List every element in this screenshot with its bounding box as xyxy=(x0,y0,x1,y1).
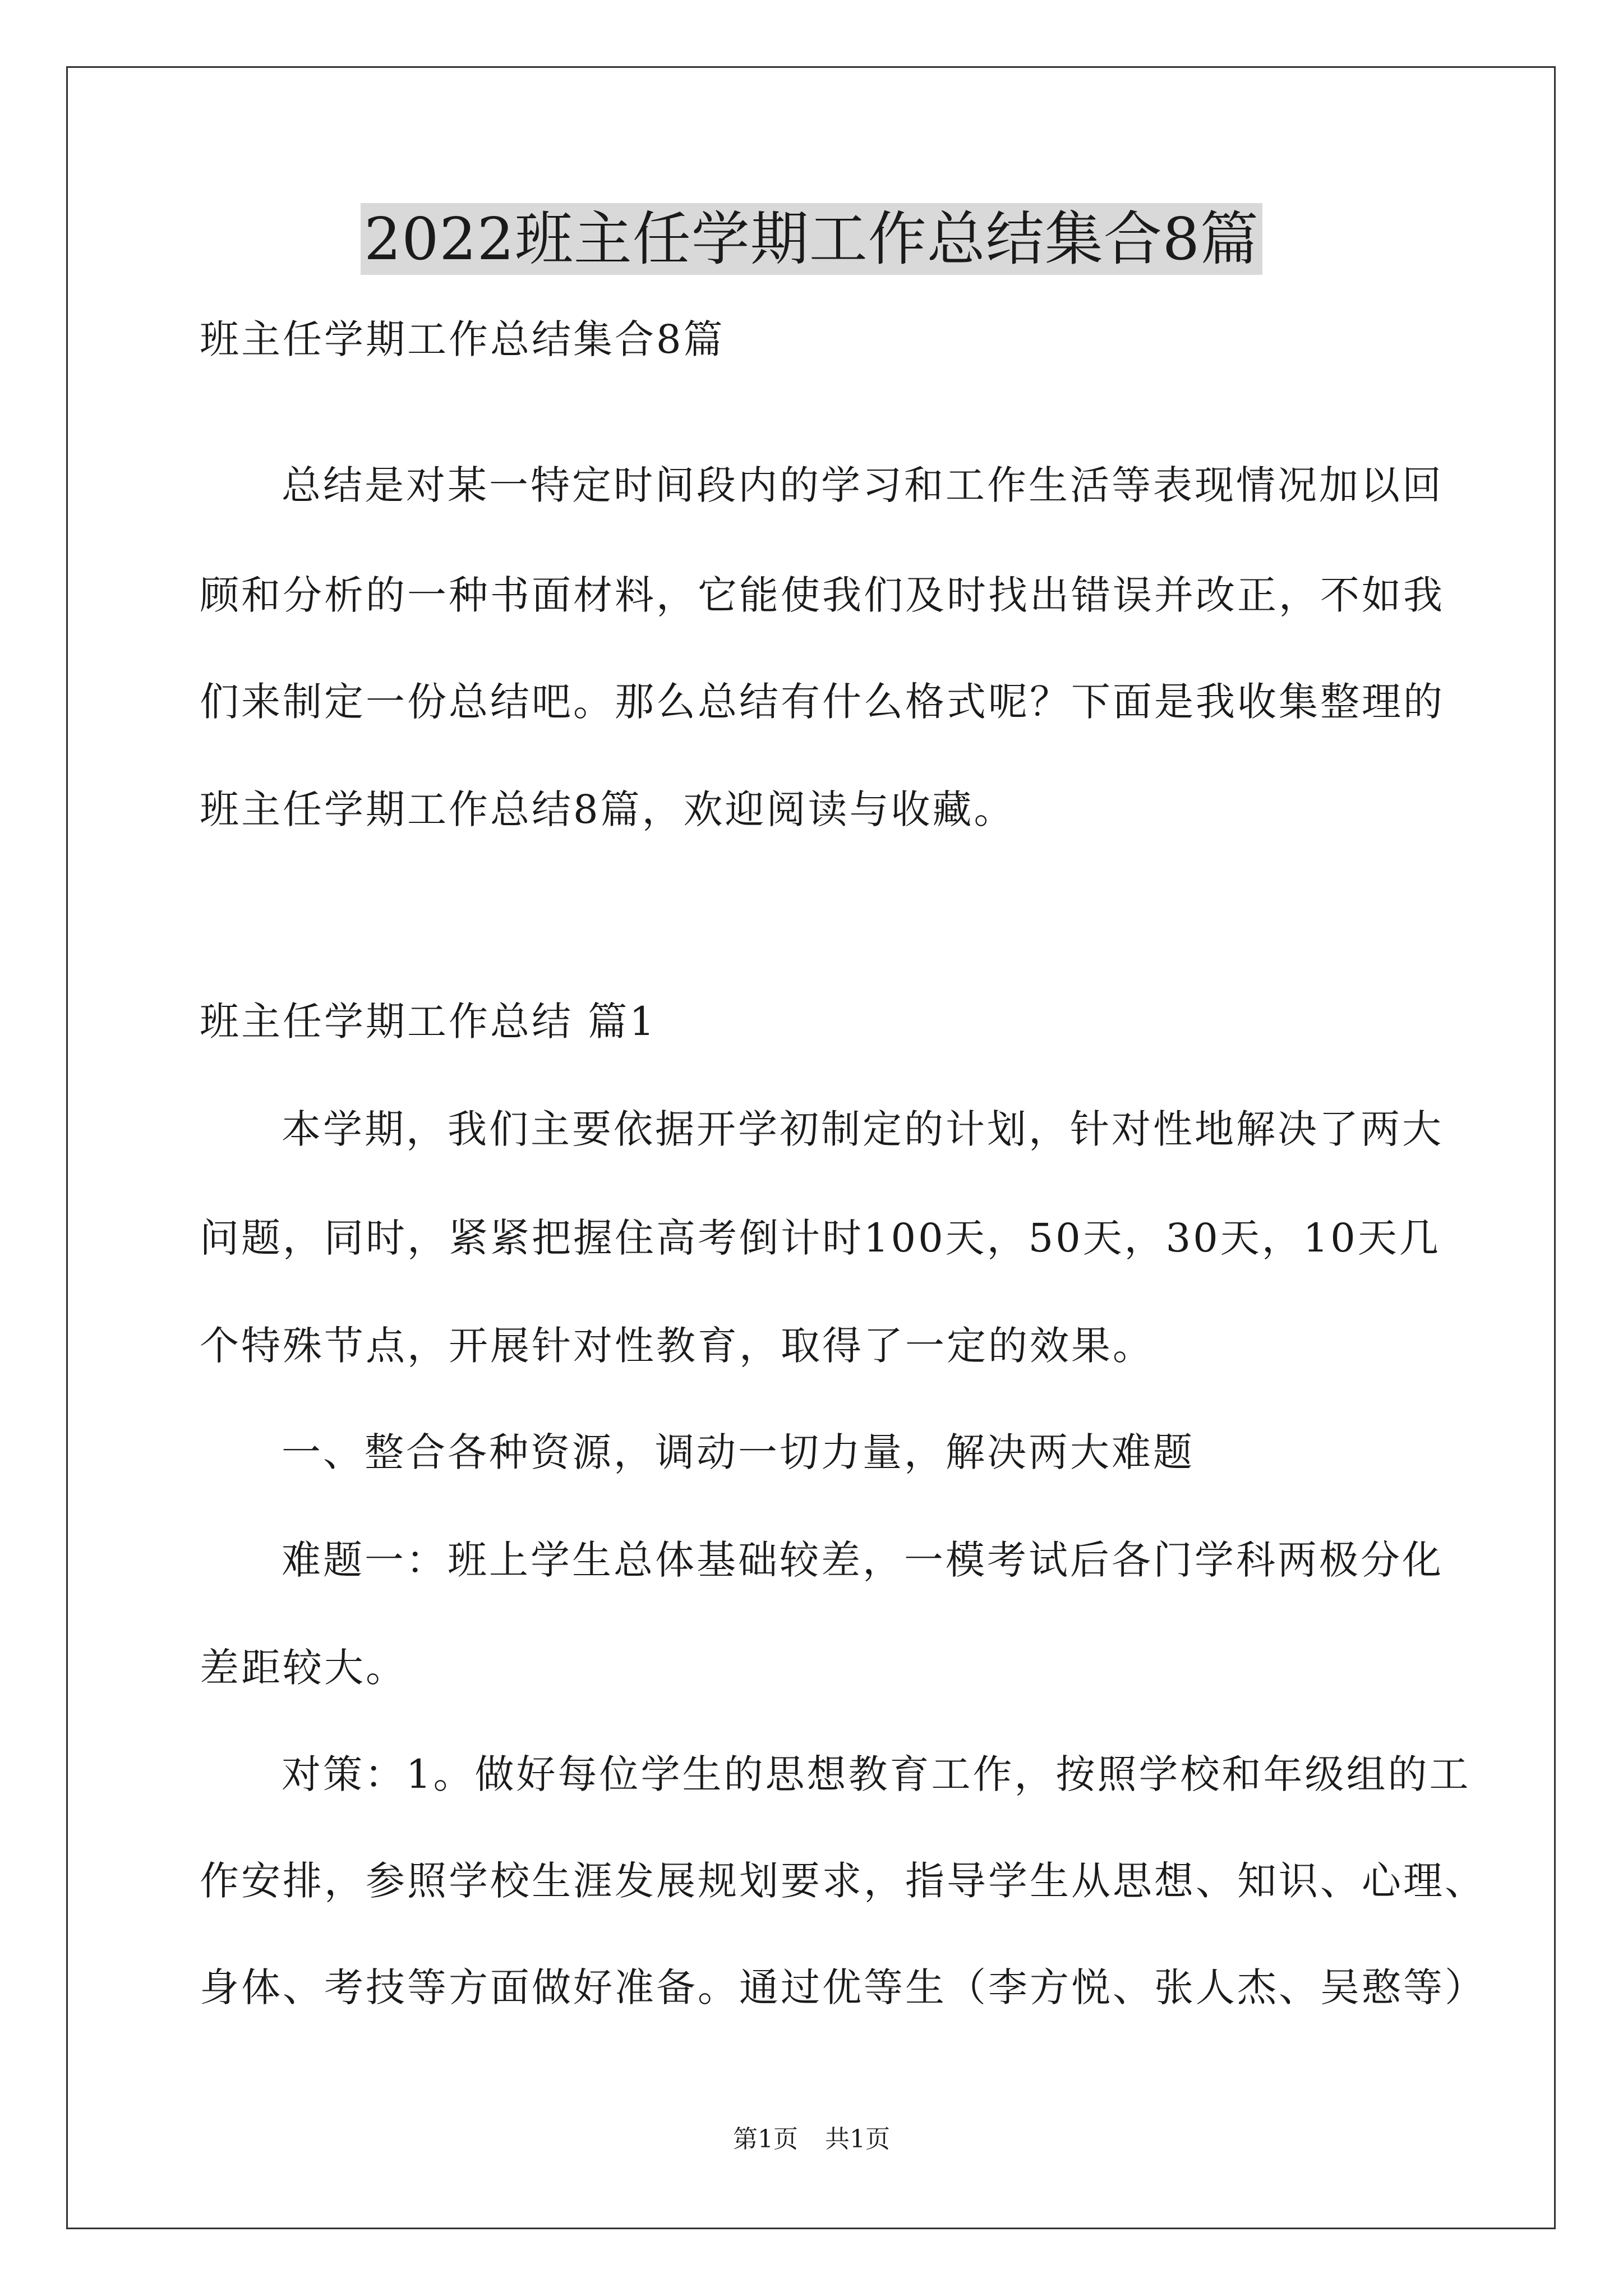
intro-line: 总结是对某一特定时间段内的学习和工作生活等表现情况加以回 xyxy=(282,462,1444,508)
body-line: 个特殊节点，开展针对性教育，取得了一定的效果。 xyxy=(200,1323,1154,1369)
intro-line: 顾和分析的一种书面材料，它能使我们及时找出错误并改正，不如我 xyxy=(200,572,1445,618)
intro-line: 班主任学期工作总结8篇，欢迎阅读与收藏。 xyxy=(200,786,1016,832)
page-total: 共1页 xyxy=(825,2125,890,2154)
body-line: 差距较大。 xyxy=(200,1645,407,1691)
body-line: 身体、考技等方面做好准备。通过优等生（李方悦、张人杰、吴憨等） xyxy=(200,1964,1486,2010)
section-heading: 班主任学期工作总结 篇1 xyxy=(200,999,657,1045)
body-line: 难题一：班上学生总体基础较差，一模考试后各门学科两极分化 xyxy=(282,1537,1444,1583)
body-line: 本学期，我们主要依据开学初制定的计划，针对性地解决了两大 xyxy=(282,1106,1444,1152)
body-line: 对策：1。做好每位学生的思想教育工作，按照学校和年级组的工 xyxy=(282,1751,1471,1797)
page-number: 第1页 xyxy=(733,2125,798,2154)
title-container xyxy=(0,203,1623,275)
body-line: 作安排，参照学校生涯发展规划要求，指导学生从思想、知识、心理、 xyxy=(200,1858,1486,1904)
body-line: 一、整合各种资源，调动一切力量，解决两大难题 xyxy=(282,1429,1195,1475)
document-title: 2022班主任学期工作总结集合8篇 xyxy=(361,203,1262,275)
intro-line: 们来制定一份总结吧。那么总结有什么格式呢？下面是我收集整理的 xyxy=(200,679,1445,725)
page-footer xyxy=(0,2124,1623,2155)
document-subtitle: 班主任学期工作总结集合8篇 xyxy=(200,316,725,362)
body-line: 问题，同时，紧紧把握住高考倒计时100天，50天，30天，10天几 xyxy=(200,1215,1441,1261)
